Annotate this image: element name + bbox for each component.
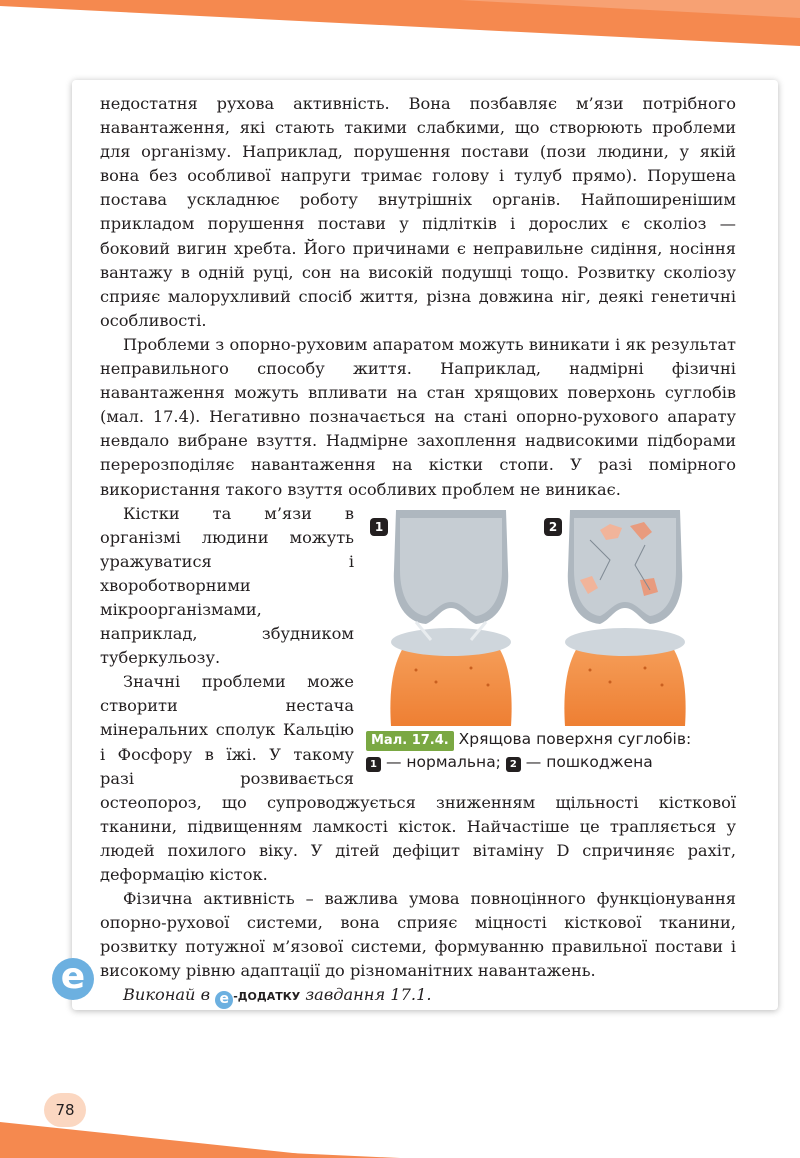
task-line bbox=[100, 983, 736, 1009]
main-text bbox=[100, 92, 736, 1010]
e-appendix-inline-icon: e bbox=[215, 991, 233, 1009]
figure-badge-1: 1 bbox=[370, 518, 388, 536]
knee-damaged-illustration bbox=[550, 510, 700, 726]
caption-badge-1: 1 bbox=[366, 757, 381, 772]
content-card bbox=[72, 80, 778, 1010]
top-orange-band bbox=[0, 0, 800, 60]
caption-item-2: — пошкоджена bbox=[525, 752, 653, 771]
caption-badge-2: 2 bbox=[506, 757, 521, 772]
task-appendix-label: -ДОДАТКУ bbox=[233, 990, 301, 1004]
figure-badge-2: 2 bbox=[544, 518, 562, 536]
paragraph-5: Фізична активність – важлива умова повноцінного функціонування опорно-рухової системи, вона сприяє міцності кісткової тканини, розвитку потужної м’язової системи, формуванню правильної постави і високому рівню адаптації до різноманітних навантажень. bbox=[100, 889, 736, 981]
figure-caption bbox=[366, 728, 746, 774]
paragraph-4: Значні проблеми може створити нестача мінеральних сполук Кальцію і Фосфору в їжі. У такому разі розвивається остеопороз, що супроводжується зниженням щільності кісткової тканини, підвищенням ламкості кісток. Найчастіше це трапляється у людей похилого віку. У дітей дефіцит вітаміну D спричиняє рахіт, деформацію кісток. bbox=[100, 672, 736, 884]
paragraph-1: недостатня рухова активність. Вона позбавляє м’язи потрібного навантаження, які стають такими слабкими, що створюють проблеми для організму. Наприклад, порушення постави (пози людини, у якій вона без особливої напруги тримає голову і тулуб прямо). Порушена постава ускладнює роботу внутрішніх органів. Найпоширенішим прикладом порушення постави у підлітків і дорослих є сколіоз — боковий вигин хребта. Його причинами є неправильне сидіння, носіння вантажу в одній руці, сон на високій подушці тощо. Розвитку сколіозу сприяє малорухливий спосіб життя, різна довжина ніг, деякі генетичні особливості. bbox=[100, 94, 736, 330]
page-number: 78 bbox=[44, 1093, 86, 1127]
caption-title: Хрящова поверхня суглобів: bbox=[458, 729, 692, 748]
figure-17-4 bbox=[364, 510, 746, 780]
task-prefix: Виконай в bbox=[123, 985, 216, 1005]
task-suffix: завдання 17.1. bbox=[300, 985, 432, 1005]
bottom-orange-band bbox=[0, 1100, 800, 1158]
knee-normal-illustration bbox=[376, 510, 526, 726]
paragraph-2: Проблеми з опорно-руховим апаратом можуть виникати і як результат неправильного способу життя. Наприклад, надмірні фізичні навантаження можуть впливати на стан хрящових поверхонь суглобів (мал. 17.4). Негативно позначається на стані опорно-рухового апарату невдало вибране взуття. Надмірне захоплення надвисокими підборами перерозподіляє навантаження на кістки стопи. У разі помірного використання такого взуття особливих проблем не виникає. bbox=[100, 334, 736, 499]
paragraph-3: Кістки та м’язи в організмі людини можуть уражуватися і хвороботворними мікроорганізмами, наприклад, збудником туберкульозу. bbox=[100, 503, 354, 668]
e-appendix-icon: e bbox=[52, 958, 94, 1000]
caption-item-1: — нормальна; bbox=[385, 752, 501, 771]
figure-label: Мал. 17.4. bbox=[366, 731, 454, 751]
